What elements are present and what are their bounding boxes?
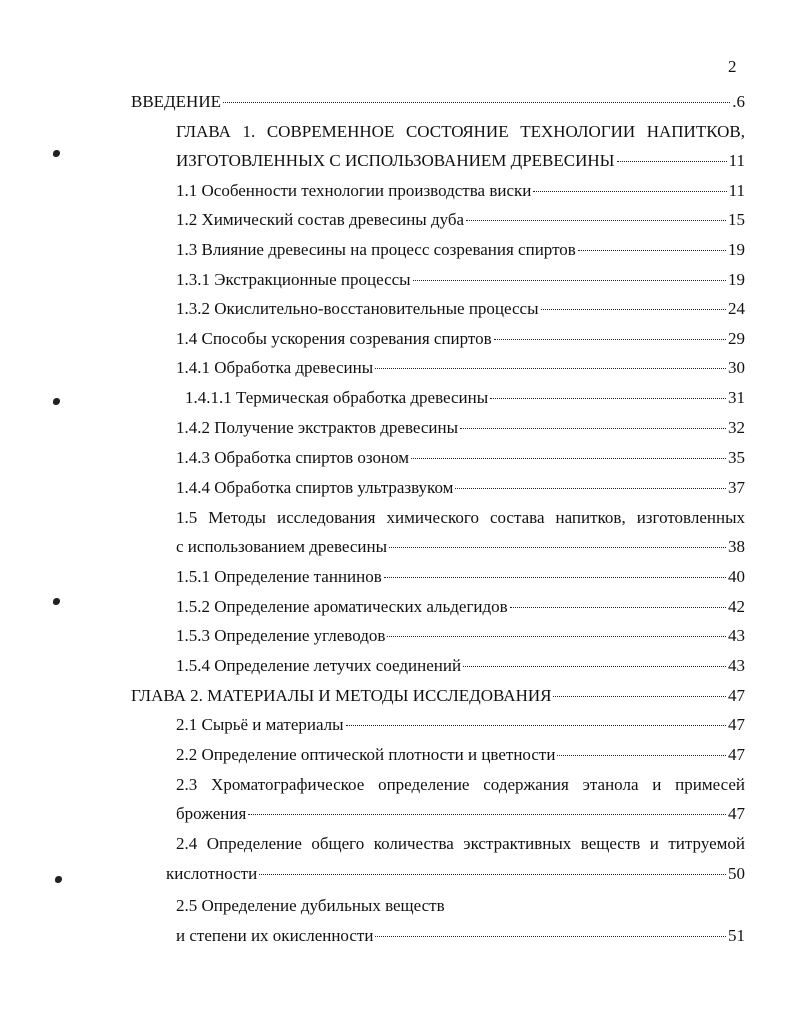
toc-entry-title: брожения [176,804,247,823]
toc-entry-title: и степени их окисленности [176,926,374,945]
toc-entry-page: 31 [728,388,745,407]
toc-entry-title: 1.3 Влияние древесины на процесс созревания спиртов [176,240,576,259]
toc-entry-title: 1.3.1 Экстракционные процессы [176,270,411,289]
toc-entry-title: 1.3.2 Окислительно-восстановительные процессы [176,299,539,318]
page-number: 2 [728,57,737,76]
toc-entry-page: 47 [728,715,745,734]
toc-entry-1-1 [176,181,745,201]
toc-entry-page: 51 [728,926,745,945]
toc-entry-1-5-2 [176,597,745,617]
leader-dots [617,161,727,162]
toc-entry-title: 1.4.3 Обработка спиртов озоном [176,448,410,467]
leader-dots [463,666,726,667]
leader-dots [533,191,726,192]
toc-chapter-2 [131,686,745,706]
leader-dots [553,696,726,697]
toc-entry-title: 1.4.4 Обработка спиртов ультразвуком [176,478,454,497]
toc-entry-title: 1.5.1 Определение таннинов [176,567,382,586]
leader-dots [411,458,726,459]
toc-entry-2-5-line-2 [176,926,745,946]
toc-entry-1-4-3 [176,448,745,468]
toc-entry-page: 43 [728,656,745,675]
toc-entry-title: 1.4.1.1 Термическая обработка древесины [185,388,489,407]
leader-dots [384,577,726,578]
toc-entry-title: 1.4 Способы ускорения созревания спиртов [176,329,492,348]
toc-entry-1-4-1-1 [185,388,745,408]
toc-entry-page: 37 [728,478,745,497]
toc-entry-1-4-4 [176,478,745,498]
toc-entry-page: 19 [728,240,745,259]
toc-entry-page: 40 [728,567,745,586]
toc-entry-2-1 [176,715,745,735]
toc-entry-1-3-2 [176,299,745,319]
toc-chapter-1-line-1: ГЛАВА 1. СОВРЕМЕННОЕ СОСТОЯНИЕ ТЕХНОЛОГИИ НАПИТКОВ, [176,122,745,141]
toc-entry-page: 11 [728,181,745,200]
toc-entry-page: 50 [728,864,745,883]
toc-entry-2-4-line-2 [166,864,745,884]
toc-entry-page: 32 [728,418,745,437]
toc-entry-1-4-1 [176,358,745,378]
toc-entry-page: .6 [732,92,745,111]
toc-entry-title: кислотности [166,864,258,883]
toc-entry-page: 19 [728,270,745,289]
toc-entry-title: 2.1 Сырьё и материалы [176,715,344,734]
toc-entry-page: 29 [728,329,745,348]
toc-entry-1-2 [176,210,745,230]
toc-entry-title: ГЛАВА 2. МАТЕРИАЛЫ И МЕТОДЫ ИССЛЕДОВАНИЯ [131,686,552,705]
toc-entry-title: 1.2 Химический состав древесины дуба [176,210,465,229]
toc-entry-2-4-line-1: 2.4 Определение общего количества экстрактивных веществ и титруемой [176,834,745,853]
toc-entry-1-5-line-1: 1.5 Методы исследования химического состава напитков, изготовленных [176,508,745,527]
toc-entry-page: 30 [728,358,745,377]
leader-dots [259,874,726,875]
leader-dots [248,814,726,815]
leader-dots [387,636,726,637]
leader-dots [490,398,726,399]
leader-dots [389,547,726,548]
leader-dots [494,339,726,340]
toc-entry-page: 35 [728,448,745,467]
toc-entry-page: 47 [728,745,745,764]
toc-entry-page: 47 [728,686,745,705]
leader-dots [510,607,726,608]
toc-entry-page: 11 [728,151,745,170]
toc-entry-2-5-line-1: 2.5 Определение дубильных веществ [176,896,445,915]
toc-entry-1-4-2 [176,418,745,438]
toc-entry-2-2 [176,745,745,765]
leader-dots [346,725,726,726]
toc-entry-1-3-1 [176,270,745,290]
leader-dots [375,936,726,937]
leader-dots [557,755,726,756]
toc-entry-1-5-4 [176,656,745,676]
leader-dots [466,220,726,221]
toc-entry-page: 24 [728,299,745,318]
leader-dots [375,368,726,369]
toc-entry-title: 1.5.2 Определение ароматических альдегидов [176,597,508,616]
leader-dots [413,280,726,281]
toc-entry-title: 2.2 Определение оптической плотности и цветности [176,745,556,764]
toc-entry-title: 1.4.2 Получение экстрактов древесины [176,418,459,437]
toc-entry-1-4 [176,329,745,349]
leader-dots [460,428,726,429]
toc-entry-title: 1.4.1 Обработка древесины [176,358,374,377]
toc-entry-page: 43 [728,626,745,645]
leader-dots [578,250,726,251]
toc-entry-title: ВВЕДЕНИЕ [131,92,221,111]
toc-entry-1-5-1 [176,567,745,587]
toc-entry-1-3 [176,240,745,260]
toc-entry-title: 1.5.3 Определение углеводов [176,626,386,645]
toc-entry-1-5-3 [176,626,745,646]
toc-entry-2-3-line-1: 2.3 Хроматографическое определение содержания этанола и примесей [176,775,745,794]
toc-entry-1-5-line-2 [176,537,745,557]
toc-entry-title: 1.1 Особенности технологии производства виски [176,181,532,200]
toc-entry-page: 15 [728,210,745,229]
toc-chapter-1-line-2 [176,151,745,171]
toc-entry-page: 42 [728,597,745,616]
toc-entry-page: 47 [728,804,745,823]
leader-dots [541,309,726,310]
toc-entry-page: 38 [728,537,745,556]
leader-dots [455,488,726,489]
leader-dots [223,102,730,103]
toc-entry-title: 1.5.4 Определение летучих соединений [176,656,462,675]
toc-entry-intro [131,92,745,112]
toc-entry-2-3-line-2 [176,804,745,824]
toc-entry-title: ИЗГОТОВЛЕННЫХ С ИСПОЛЬЗОВАНИЕМ ДРЕВЕСИНЫ [176,151,615,170]
toc-entry-title: с использованием древесины [176,537,388,556]
